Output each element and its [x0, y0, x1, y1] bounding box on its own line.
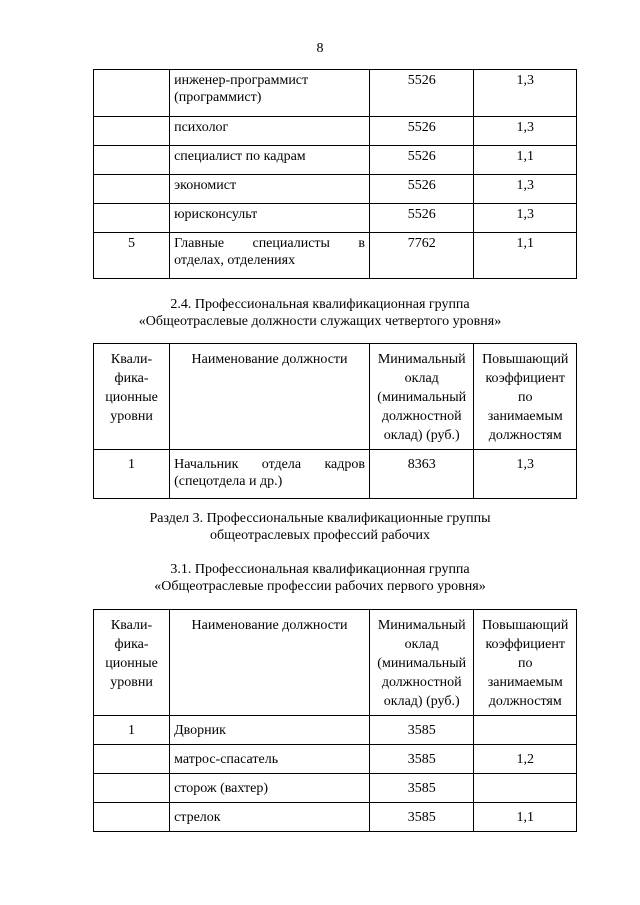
- table-row: [94, 450, 577, 499]
- header-levels: [94, 344, 170, 450]
- header-salary: [369, 344, 474, 450]
- level-cell: 1: [94, 716, 170, 745]
- heading-line: общеотраслевых профессий рабочих: [210, 528, 430, 543]
- position-cell: сторож (вахтер): [170, 774, 370, 803]
- position-line: отделах, отделениях: [174, 253, 296, 268]
- position-line: (программист): [174, 90, 262, 105]
- level-cell: 5: [94, 233, 170, 279]
- salary-cell: 7762: [369, 233, 474, 279]
- level-cell: [94, 117, 170, 146]
- table-row: [94, 716, 577, 745]
- table-row: [94, 233, 577, 279]
- position-line: Главные специалисты в: [174, 236, 365, 251]
- table-row: [94, 70, 577, 117]
- header-text: Повышающий коэффициент по занимаемым должностям: [482, 618, 569, 709]
- table-row: [94, 117, 577, 146]
- heading-line: «Общеотраслевые профессии рабочих первого уровня»: [154, 579, 486, 594]
- salary-cell: 3585: [369, 803, 474, 832]
- table-row: [94, 146, 577, 175]
- table-row: [94, 803, 577, 832]
- table-row: [94, 774, 577, 803]
- coefficient-cell: 1,1: [474, 146, 577, 175]
- header-text: Квали- фика- ционные уровни: [105, 352, 158, 424]
- coefficient-cell: 1,1: [474, 233, 577, 279]
- table-row: [94, 204, 577, 233]
- coefficient-cell: 1,3: [474, 175, 577, 204]
- table-header-row: [94, 344, 577, 450]
- salary-cell: 8363: [369, 450, 474, 499]
- section-heading-3: [0, 510, 640, 544]
- level-cell: [94, 204, 170, 233]
- salary-cell: 5526: [369, 117, 474, 146]
- table-group-2-4: [93, 343, 577, 499]
- level-cell: 1: [94, 450, 170, 499]
- salary-cell: 3585: [369, 745, 474, 774]
- position-line: Начальник отдела кадров: [174, 457, 365, 472]
- salary-cell: 5526: [369, 175, 474, 204]
- table-continuation: [93, 69, 577, 279]
- coefficient-cell: 1,3: [474, 70, 577, 117]
- coefficient-cell: 1,3: [474, 450, 577, 499]
- level-cell: [94, 803, 170, 832]
- position-cell: [170, 233, 370, 279]
- position-cell: специалист по кадрам: [170, 146, 370, 175]
- level-cell: [94, 774, 170, 803]
- coefficient-cell: [474, 716, 577, 745]
- position-line: (спецотдела и др.): [174, 474, 283, 489]
- level-cell: [94, 175, 170, 204]
- header-text: Минимальный оклад (минимальный должностной оклад) (руб.): [377, 618, 467, 709]
- level-cell: [94, 70, 170, 117]
- salary-cell: 3585: [369, 716, 474, 745]
- position-cell: [170, 70, 370, 117]
- position-cell: экономист: [170, 175, 370, 204]
- page-number: 8: [316, 41, 324, 56]
- coefficient-cell: 1,3: [474, 204, 577, 233]
- header-text: Квали- фика- ционные уровни: [105, 618, 158, 690]
- header-position: Наименование должности: [170, 610, 370, 716]
- level-cell: [94, 745, 170, 774]
- position-cell: стрелок: [170, 803, 370, 832]
- section-heading-3-1: [0, 561, 640, 595]
- salary-cell: 5526: [369, 204, 474, 233]
- position-cell: Дворник: [170, 716, 370, 745]
- header-coefficient: [474, 344, 577, 450]
- position-line: инженер-программист: [174, 73, 309, 88]
- salary-cell: 3585: [369, 774, 474, 803]
- table-row: [94, 745, 577, 774]
- salary-cell: 5526: [369, 146, 474, 175]
- table-row: [94, 175, 577, 204]
- table-group-3-1: [93, 609, 577, 832]
- coefficient-cell: [474, 774, 577, 803]
- table-header-row: [94, 610, 577, 716]
- position-cell: матрос-спасатель: [170, 745, 370, 774]
- position-cell: психолог: [170, 117, 370, 146]
- position-cell: [170, 450, 370, 499]
- coefficient-cell: 1,1: [474, 803, 577, 832]
- level-cell: [94, 146, 170, 175]
- header-position: Наименование должности: [170, 344, 370, 450]
- coefficient-cell: 1,3: [474, 117, 577, 146]
- header-levels: [94, 610, 170, 716]
- heading-line: 2.4. Профессиональная квалификационная группа: [170, 297, 470, 312]
- header-text: Повышающий коэффициент по занимаемым должностям: [482, 352, 569, 443]
- position-cell: юрисконсульт: [170, 204, 370, 233]
- header-coefficient: [474, 610, 577, 716]
- heading-line: 3.1. Профессиональная квалификационная группа: [170, 562, 470, 577]
- header-salary: [369, 610, 474, 716]
- coefficient-cell: 1,2: [474, 745, 577, 774]
- section-heading-2-4: [0, 296, 640, 330]
- header-text: Минимальный оклад (минимальный должностной оклад) (руб.): [377, 352, 467, 443]
- heading-line: «Общеотраслевые должности служащих четвертого уровня»: [138, 314, 502, 329]
- heading-line: Раздел 3. Профессиональные квалификационные группы: [149, 511, 491, 526]
- salary-cell: 5526: [369, 70, 474, 117]
